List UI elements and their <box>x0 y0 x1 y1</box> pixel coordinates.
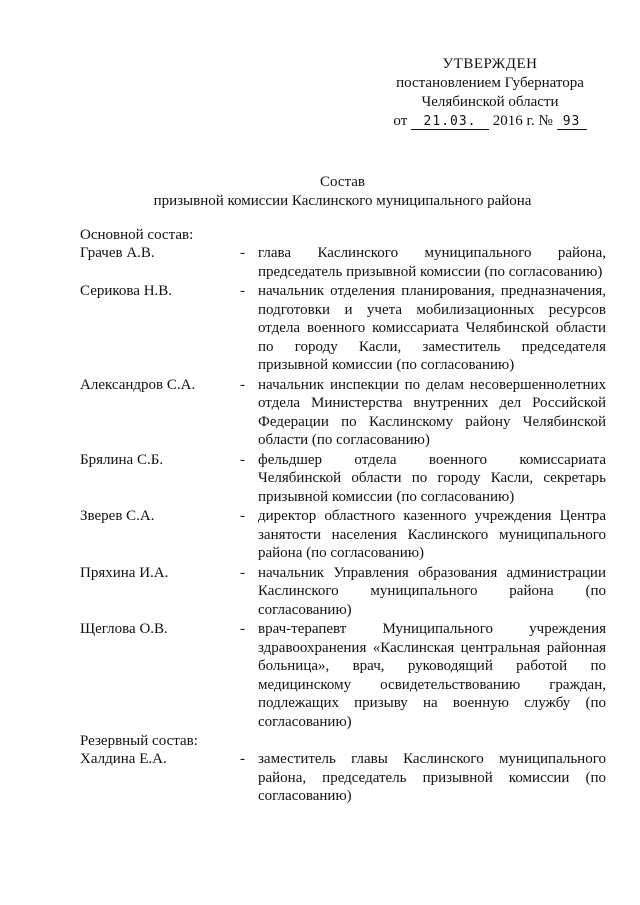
approval-date: 21.03. <box>411 114 489 130</box>
member-dash: - <box>240 245 245 261</box>
member-row <box>80 282 606 375</box>
member-dash: - <box>240 751 245 767</box>
approval-prefix: от <box>393 113 408 129</box>
main-section-label: Основной состав: <box>80 227 194 243</box>
document-title <box>80 173 605 211</box>
member-name: Грачев А.В. <box>80 245 155 261</box>
member-dash: - <box>240 376 245 393</box>
members-list <box>80 226 606 807</box>
member-row <box>80 620 606 731</box>
member-role: фельдшер отдела военного комиссариата Челябинской области по городу Касли, секретарь призывной комиссии (по согласованию) <box>258 451 606 505</box>
member-role: врач-терапевт Муниципального учреждения здравоохранения «Каслинская центральная районная больница», врач, руководящий работой по медицинскому освидетельствованию граждан, подлежащих призыву на военную службу (по согласованию) <box>258 621 606 730</box>
member-name: Александров С.А. <box>80 376 196 393</box>
approval-number: 93 <box>557 114 587 130</box>
member-role: директор областного казенного учреждения Центра занятости населения Каслинского муниципального района (по согласованию) <box>258 508 606 561</box>
member-name: Зверев С.А. <box>80 508 155 524</box>
title-line-2: призывной комиссии Каслинского муниципального района <box>153 193 532 209</box>
member-row <box>80 750 606 806</box>
member-dash: - <box>240 283 245 299</box>
approval-block <box>385 55 595 131</box>
member-name: Щеглова О.В. <box>80 621 168 637</box>
member-name: Брялина С.Б. <box>80 451 164 468</box>
approval-title: УТВЕРЖДЕН <box>442 56 538 72</box>
member-role: глава Каслинского муниципального района, председатель призывной комиссии (по согласованию) <box>258 245 606 280</box>
member-name: Пряхина И.А. <box>80 564 169 581</box>
member-role: начальник отделения планирования, предназначения, подготовки и учета мобилизационных ресурсов отдела военного комиссариата Челябинской области по городу Касли, заместитель председателя призывной комиссии (по согласованию) <box>258 283 606 373</box>
title-line-1: Состав <box>319 174 365 190</box>
approval-date-line <box>385 112 595 131</box>
member-dash: - <box>240 621 245 637</box>
member-role: начальник инспекции по делам несовершеннолетних отдела Министерства внутренних дел Российской Федерации по Каслинскому району Челябинской области (по согласованию) <box>258 376 606 448</box>
member-dash: - <box>240 564 245 581</box>
member-name: Серикова Н.В. <box>80 283 173 299</box>
member-row <box>80 507 606 563</box>
approval-year-number-label: 2016 г. № <box>492 113 553 129</box>
approval-line-1: постановлением Губернатора <box>396 75 584 91</box>
member-name: Халдина Е.А. <box>80 751 167 767</box>
approval-line-2: Челябинской области <box>421 94 559 110</box>
reserve-section-label: Резервный состав: <box>80 733 198 749</box>
member-row <box>80 451 606 507</box>
member-row <box>80 564 606 620</box>
member-role: начальник Управления образования администрации Каслинского муниципального района (по согласованию) <box>258 564 606 618</box>
member-row <box>80 376 606 450</box>
member-dash: - <box>240 508 245 524</box>
member-role: заместитель главы Каслинского муниципального района, председатель призывной комиссии (по согласованию) <box>258 751 606 804</box>
member-row <box>80 244 606 281</box>
member-dash: - <box>240 451 245 468</box>
